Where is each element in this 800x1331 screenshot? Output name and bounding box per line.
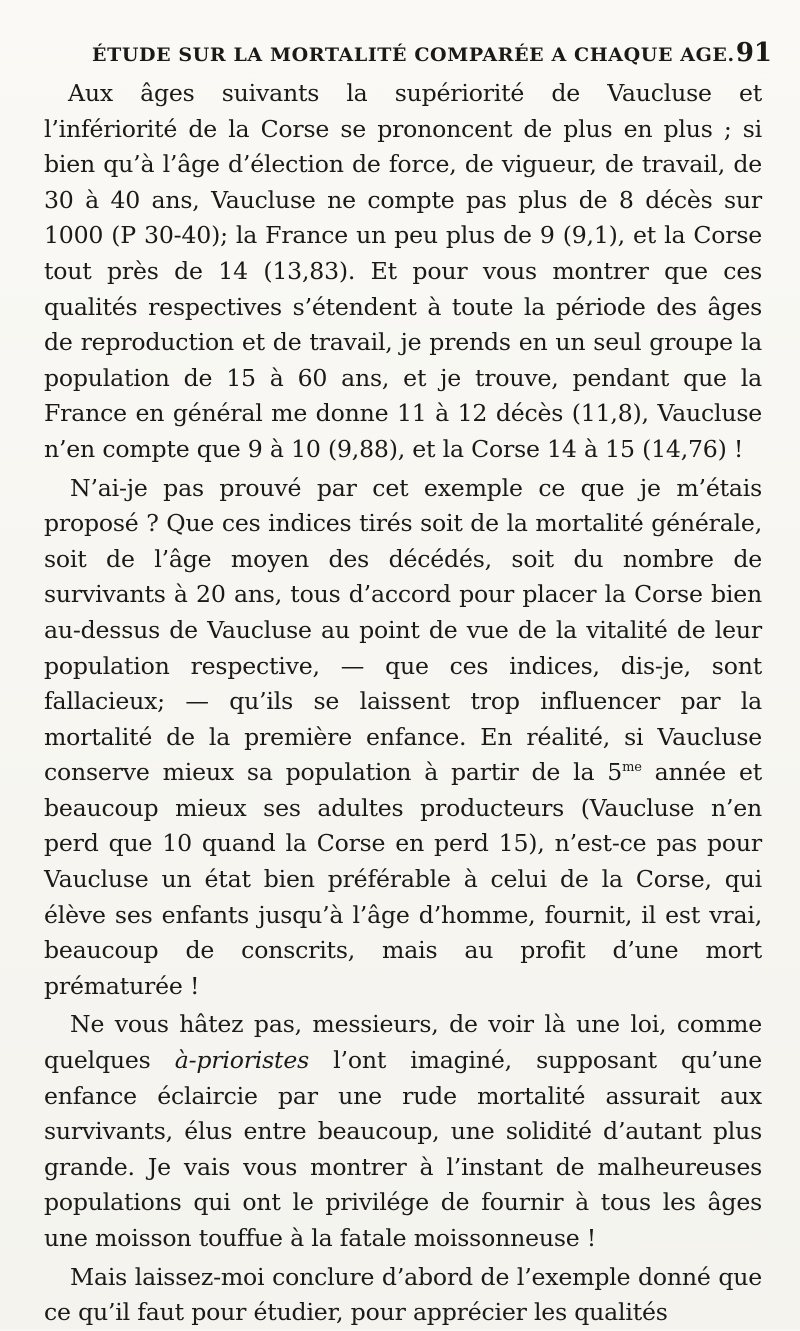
paragraph-3 [44,1007,762,1256]
paragraph-text: année et beaucoup mieux ses adultes producteurs (Vaucluse n’en perd que 10 quand la Corse en perd 15), n’est-ce pas pour Vaucluse un état bien préférable à celui de la Corse, qui élève ses enfants jusqu’à l’âge d’homme, fournit, il est vrai, beaucoup de conscrits, mais au profit d’une mort prématurée ! [44,758,763,1000]
paragraph-text: N’ai-je pas prouvé par cet exemple ce que je m’étais proposé ? Que ces indices tirés soit de la mortalité générale, soit de l’âge moyen des décédés, soit du nombre de survivants à 20 ans, tous d’accord pour placer la Corse bien au-dessus de Vaucluse au point de vue de la vitalité de leur population respective, — que ces indices, dis-je, sont fallacieux; — qu’ils se laissent trop influencer par la mortalité de la première enfance. En réalité, si Vaucluse conserve mieux sa population à partir de la 5 [44,473,762,787]
paragraph-text: Aux âges suivants la supériorité de Vaucluse et l’infériorité de la Corse se prononcent de plus en plus ; si bien qu’à l’âge d’élection de force, de vigueur, de travail, de 30 à 40 ans, Vaucluse ne compte pas plus de 8 décès sur 1000 (P 30-40); la France un peu plus de 9 (9,1), et la Corse tout près de 14 (13,83). Et pour vous montrer que ces qualités respectives s’étendent à toute la période des âges de reproduction et de travail, je prends en un seul groupe la population de 15 à 60 ans, et je trouve, pendant que la France en général me donne 11 à 12 décès (11,8), Vaucluse n’en compte que 9 à 10 (9,88), et la Corse 14 à 15 (14,76) ! [44,79,762,463]
paragraph-1 [44,76,762,468]
page-header [92,38,772,70]
paragraph-text: Ne vous hâtez pas, messieurs, de voir là une loi, comme quelques [44,1010,762,1075]
running-title: ÉTUDE SUR LA MORTALITÉ COMPARÉE A CHAQUE AGE. [92,44,735,66]
superscript-ordinal: me [622,760,642,776]
paragraph-text: Mais laissez-moi conclure d’abord de l’exemple donné que ce qu’il faut pour étudier, pour apprécier les qualités [44,1262,762,1327]
paragraph-2 [44,471,762,1005]
paragraph-text: l’ont imaginé, supposant qu’une enfance éclaircie par une rude mortalité assurait aux survivants, élus entre beaucoup, une solidité d’autant plus grande. Je vais vous montrer à l’instant de malheureuses populations qui ont le privilége de fournir à tous les âges une moisson touffue à la fatale moissonneuse ! [44,1046,762,1252]
page-number: 91 [735,38,772,68]
italic-term: à-prioristes [174,1046,310,1075]
paragraph-4 [44,1260,762,1331]
body-text [44,76,762,1331]
